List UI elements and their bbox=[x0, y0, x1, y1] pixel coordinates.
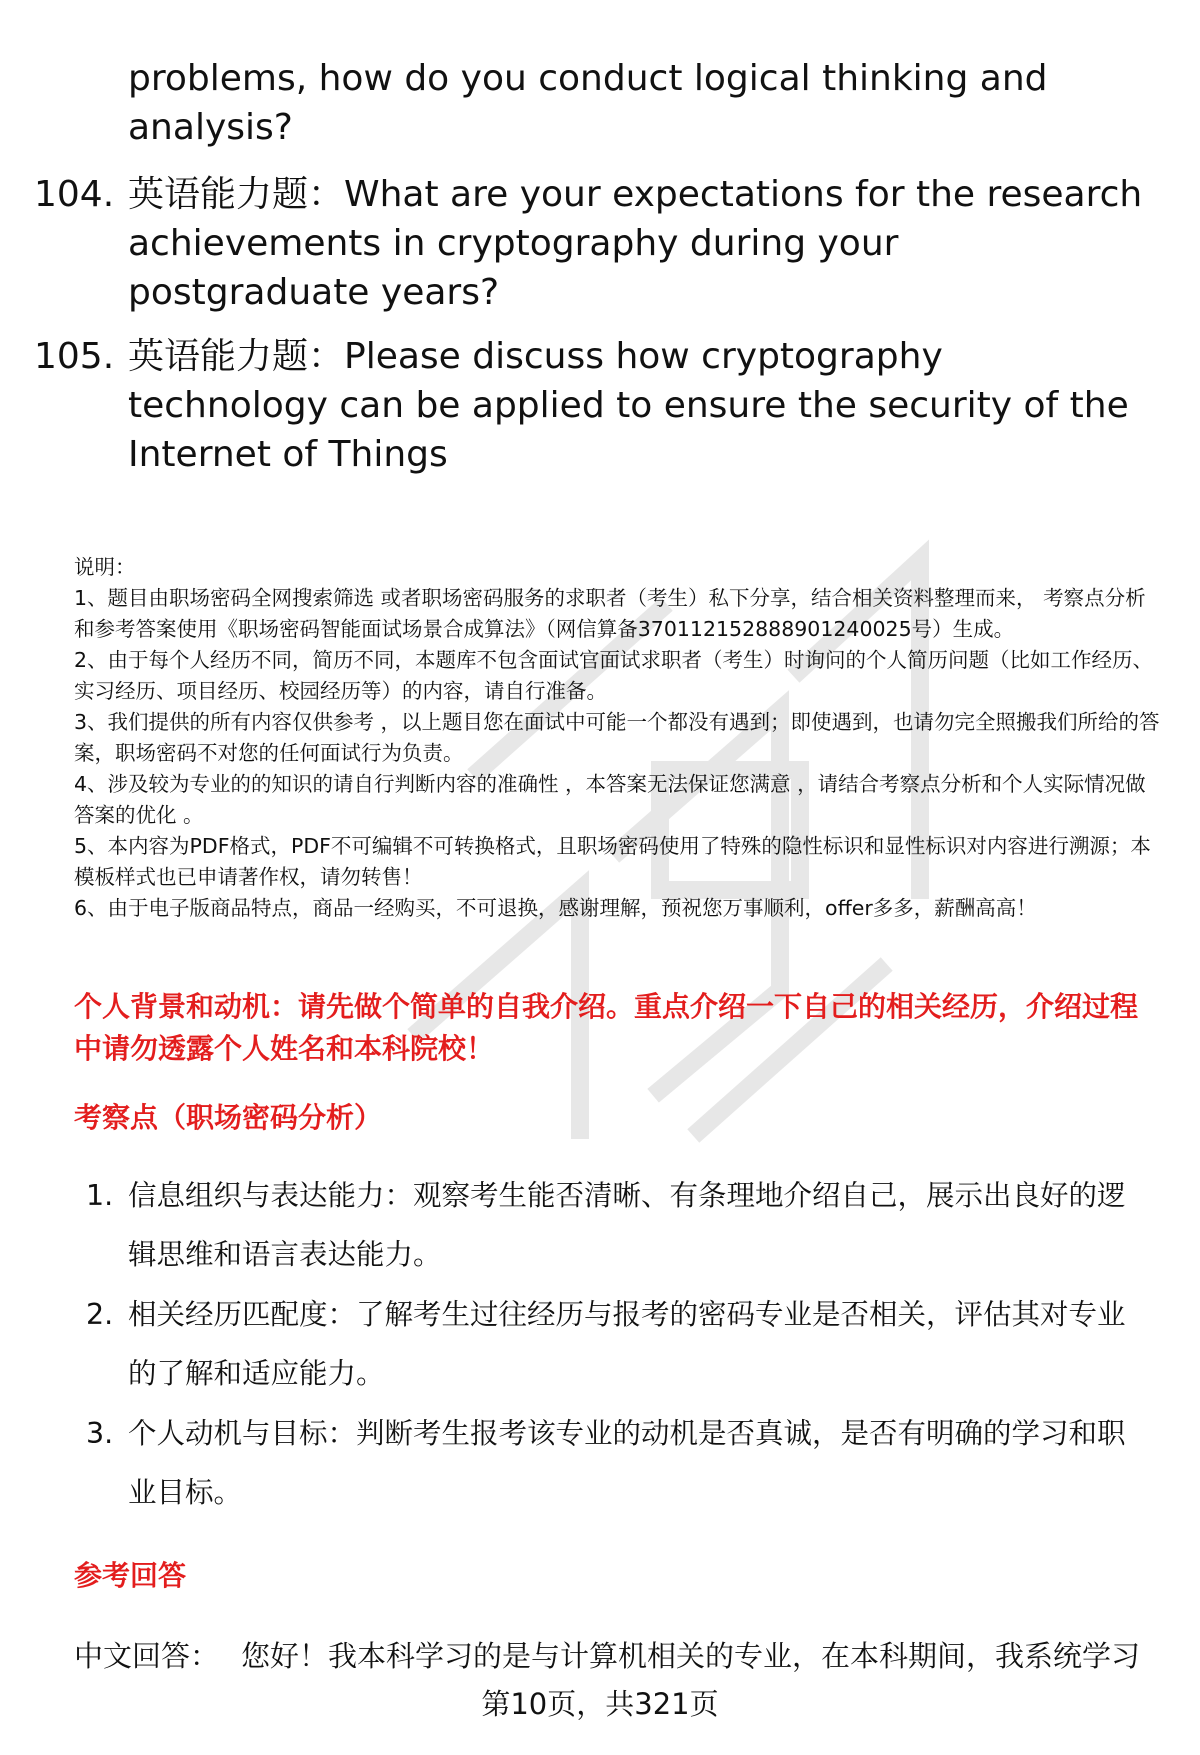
note-item-1: 1、题目由职场密码全网搜索筛选 或者职场密码服务的求职者（考生）私下分享，结合相关资料整理而来， 考察点分析和参考答案使用《职场密码智能面试场景合成算法》（网信算备370112152888901240025号）生成。 bbox=[74, 586, 1146, 641]
analysis-item-2-text: 相关经历匹配度：了解考生过往经历与报考的密码专业是否相关，评估其对专业的了解和适应能力。 bbox=[128, 1298, 1126, 1390]
answer-label: 中文回答： bbox=[74, 1639, 220, 1673]
analysis-item-1-number: 1. bbox=[86, 1179, 114, 1212]
notes-title: 说明： bbox=[74, 555, 136, 579]
note-item-5: 5、本内容为PDF格式，PDF不可编辑不可转换格式，且职场密码使用了特殊的隐性标识和显性标识对内容进行溯源；本模板样式也已申请著作权，请勿转售！ bbox=[74, 834, 1151, 889]
question-104-text: 英语能力题：What are your expectations for the research achievements in cryptography during your postgraduate years? bbox=[128, 174, 1143, 313]
question-103-tail-text: problems, how do you conduct logical thinking and analysis? bbox=[128, 58, 1048, 148]
analysis-heading: 考察点（职场密码分析） bbox=[74, 1101, 383, 1134]
answer-text: 您好！我本科学习的是与计算机相关的专业，在本科期间，我系统学习 bbox=[241, 1639, 1141, 1673]
analysis-item-1-text: 信息组织与表达能力：观察考生能否清晰、有条理地介绍自己，展示出良好的逻辑思维和语言表达能力。 bbox=[128, 1179, 1126, 1271]
analysis-item-3-number: 3. bbox=[86, 1417, 114, 1450]
note-item-4: 4、涉及较为专业的的知识的请自行判断内容的准确性 ，本答案无法保证您满意 ，请结合考察点分析和个人实际情况做答案的优化 。 bbox=[74, 772, 1146, 827]
analysis-item-2-number: 2. bbox=[86, 1298, 114, 1331]
disclaimer-notes bbox=[74, 552, 1166, 924]
reference-answer bbox=[74, 1634, 1174, 1678]
reference-answer-heading: 参考回答 bbox=[74, 1559, 187, 1592]
note-item-2: 2、由于每个人经历不同，简历不同，本题库不包含面试官面试求职者（考生）时询问的个人简历问题（比如工作经历、实习经历、项目经历、校园经历等）的内容，请自行准备。 bbox=[74, 648, 1154, 703]
page-footer: 第10页，共321页 bbox=[481, 1687, 719, 1721]
analysis-item-3-text: 个人动机与目标：判断考生报考该专业的动机是否真诚，是否有明确的学习和职业目标。 bbox=[128, 1417, 1126, 1509]
note-item-6: 6、由于电子版商品特点，商品一经购买，不可退换，感谢理解，预祝您万事顺利，offer多多，薪酬高高！ bbox=[74, 896, 1037, 920]
question-104-number: 104. bbox=[34, 174, 115, 215]
question-105-number: 105. bbox=[34, 336, 115, 377]
note-item-3: 3、我们提供的所有内容仅供参考 ，以上题目您在面试中可能一个都没有遇到；即使遇到，也请勿完全照搬我们所给的答案，职场密码不对您的任何面试行为负责。 bbox=[74, 710, 1160, 765]
section-question-heading: 个人背景和动机：请先做个简单的自我介绍。重点介绍一下自己的相关经历，介绍过程中请勿透露个人姓名和本科院校！ bbox=[74, 990, 1139, 1065]
question-105-text: 英语能力题：Please discuss how cryptography technology can be applied to ensure the security of the Internet of Things bbox=[128, 336, 1129, 475]
